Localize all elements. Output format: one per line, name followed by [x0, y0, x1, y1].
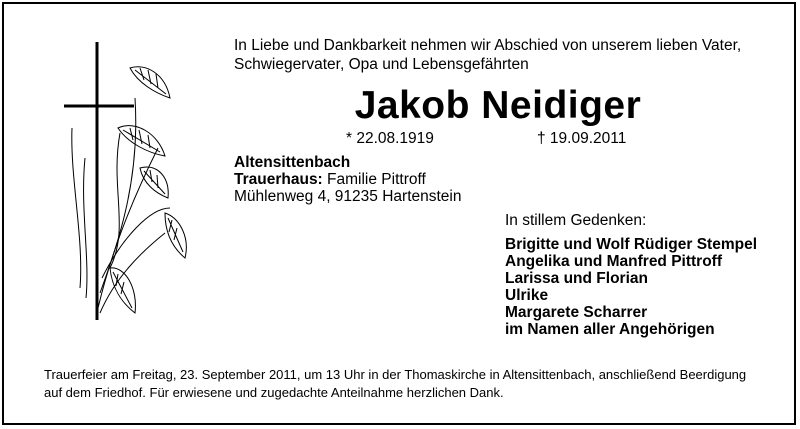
mourner-name: Larissa und Florian: [505, 270, 648, 287]
mourner-name: Ulrike: [505, 287, 549, 304]
mourner-name: Margarete Scharrer: [505, 304, 648, 321]
death-date: † 19.09.2011: [537, 130, 627, 147]
mourner-name: im Namen aller Angehörigen: [505, 321, 715, 338]
street-address: Mühlenweg 4, 91235 Hartenstein: [234, 188, 462, 205]
place-name: Altensittenbach: [234, 154, 351, 171]
mourner-name: Angelika und Manfred Pittroff: [505, 253, 722, 270]
trauerhaus-value: Familie Pittroff: [322, 171, 426, 188]
intro-text: In Liebe und Dankbarkeit nehmen wir Abschied von unserem lieben Vater, Schwiegervater, Opa und Lebensgefährten: [234, 37, 742, 73]
memory-heading: In stillem Gedenken:: [505, 212, 647, 229]
deceased-name: Jakob Neidiger: [354, 84, 642, 127]
memory-block: [505, 212, 757, 338]
mourner-name: Brigitte und Wolf Rüdiger Stempel: [505, 236, 758, 253]
address-block: [234, 154, 461, 205]
wheat-icon: [72, 67, 186, 313]
funeral-info: Trauerfeier am Freitag, 23. September 2011, um 13 Uhr in der Thomaskirche in Altensittenbach, anschließend Beerdigung auf dem Friedhof. Für erwiesene und zugedachte Anteilnahme herzlichen Dank.: [44, 367, 747, 400]
trauerhaus-label: Trauerhaus:: [234, 171, 323, 188]
trauerhaus-line: [234, 171, 461, 188]
birth-date: * 22.08.1919: [346, 130, 434, 147]
mourner-list: [505, 236, 757, 338]
cross-wheat-illustration: [40, 38, 210, 338]
